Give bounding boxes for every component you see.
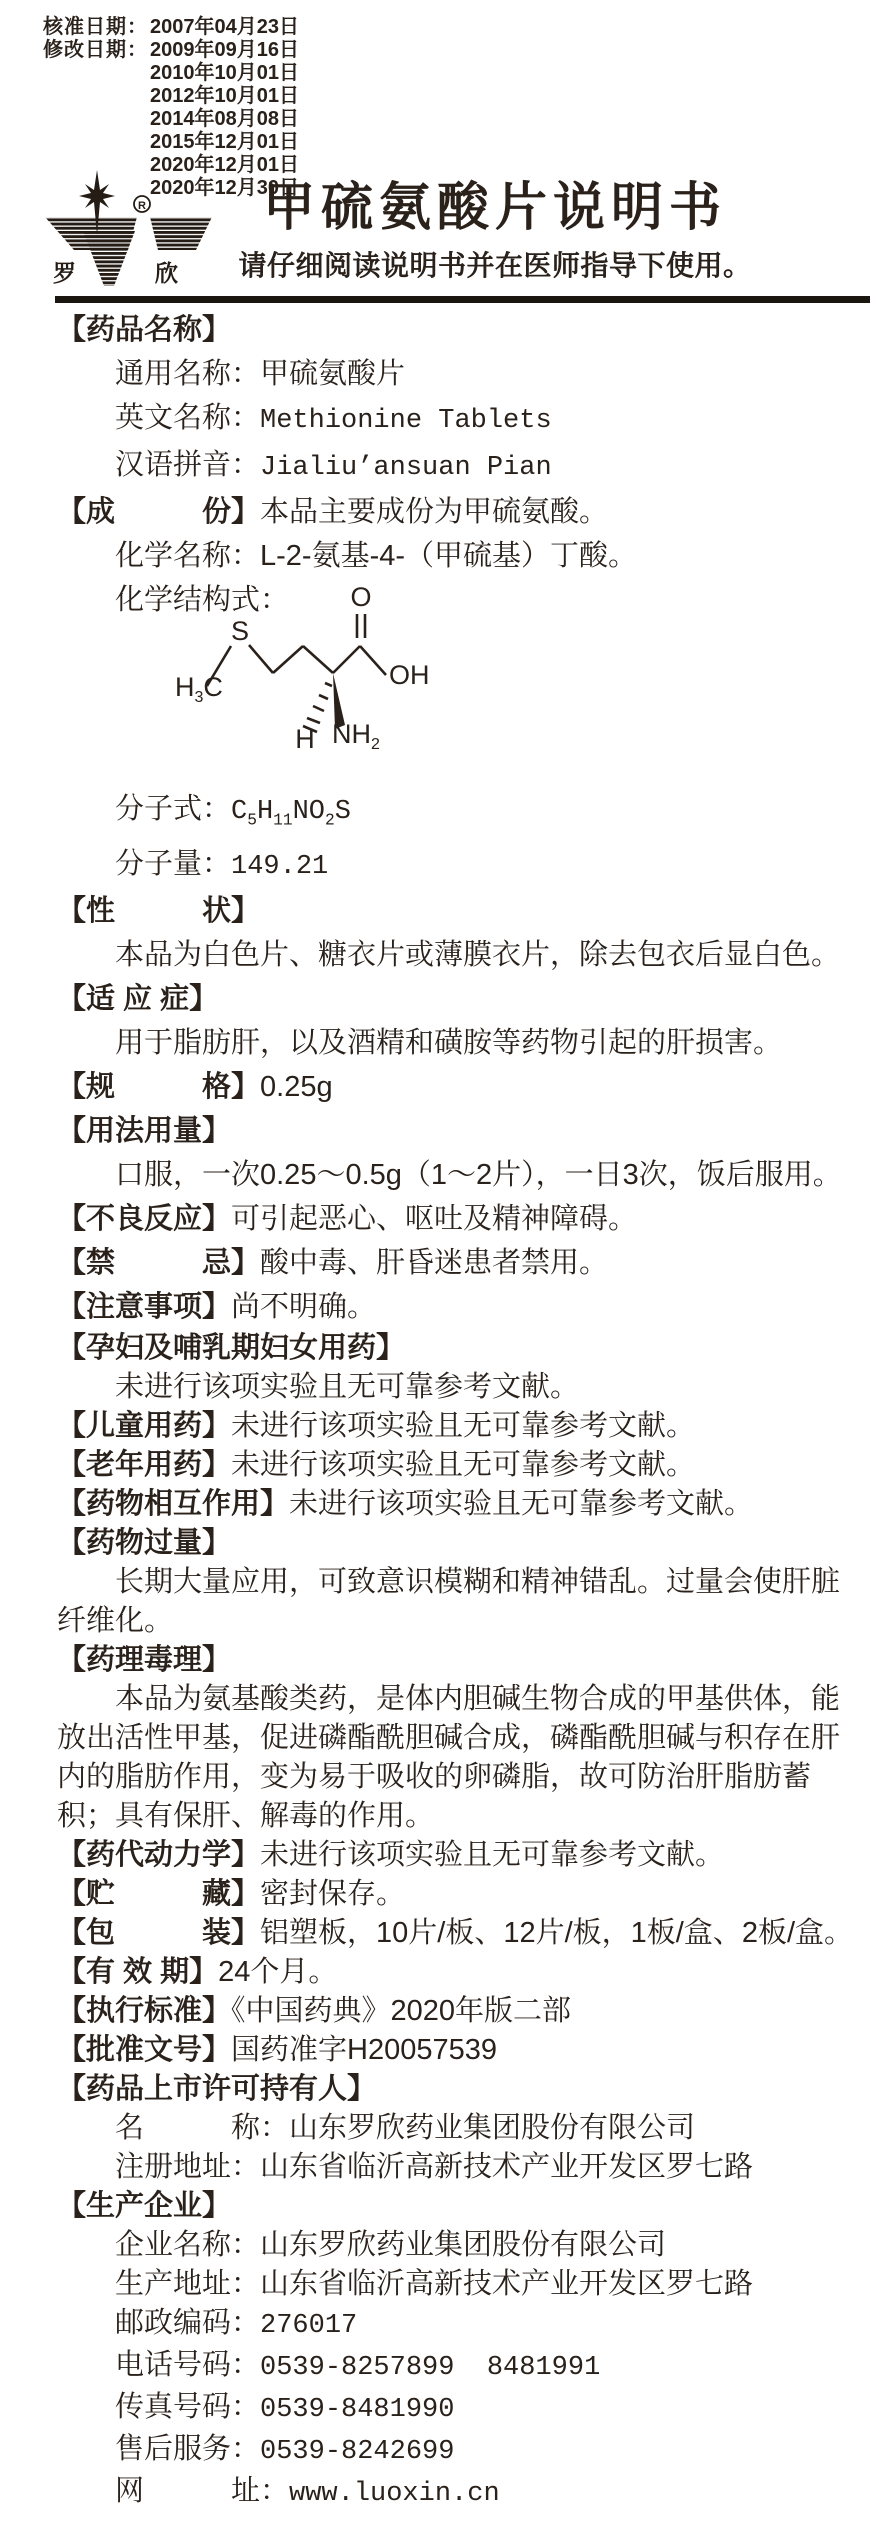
manufacturer-name-line: 企业名称：山东罗欣药业集团股份有限公司 [115, 2229, 667, 2262]
children-line [57, 1407, 854, 1446]
header-divider [55, 296, 870, 303]
standard-text: 《中国药典》2020年版二部 [231, 1995, 572, 2028]
chiral-hydrogen-label: H [295, 724, 315, 754]
elderly-heading: 【老年用药】 [57, 1449, 232, 1482]
section-manufacturer-heading: 【生产企业】 [57, 2190, 232, 2223]
revision-date-value: 2020年12月01日 [150, 154, 299, 176]
fax-value: 0539-8481990 [260, 2395, 455, 2426]
pharmacokinetics-heading: 【药代动力学】 [57, 1839, 261, 1872]
section-holder-heading: 【药品上市许可持有人】 [57, 2073, 377, 2106]
molecular-weight-label: 分子量： [115, 848, 232, 881]
package-heading: 【包 装】 [57, 1917, 261, 1950]
storage-heading: 【贮 藏】 [57, 1878, 261, 1911]
website-value: www.luoxin.cn [289, 2479, 500, 2510]
approval-number-line [57, 2031, 854, 2070]
package-line [57, 1914, 854, 1953]
contraindication-text: 酸中毒、肝昏迷患者禁用。 [260, 1247, 609, 1280]
storage-text: 密封保存。 [260, 1878, 406, 1911]
composition-heading: 【成 份】 [57, 496, 261, 528]
molecular-weight-line [57, 842, 854, 889]
approval-date-value: 2007年04月23日 [150, 16, 299, 38]
interaction-text: 未进行该项实验且无可靠参考文献。 [289, 1488, 754, 1521]
approval-number-heading: 【批准文号】 [57, 2034, 232, 2067]
postcode-line [57, 2304, 854, 2346]
approval-date-label: 核准日期： [43, 16, 148, 38]
contraindication-heading: 【禁 忌】 [57, 1247, 261, 1280]
section-character-heading: 【性 状】 [57, 895, 261, 928]
page-title: 甲硫氨酸片说明书 [262, 179, 727, 237]
logo-tail [83, 231, 135, 286]
interaction-heading: 【药物相互作用】 [57, 1488, 290, 1521]
contraindication-line [57, 1241, 854, 1285]
revision-date-value: 2020年12月30日 [150, 177, 299, 199]
section-dosage-heading: 【用法用量】 [57, 1115, 232, 1148]
children-text: 未进行该项实验且无可靠参考文献。 [231, 1410, 696, 1443]
validity-line [57, 1953, 854, 1992]
section-pregnancy-heading: 【孕妇及哺乳期妇女用药】 [57, 1332, 406, 1365]
english-name-line [57, 396, 854, 443]
pinyin-value: Jialiu’ansuan Pian [260, 453, 552, 483]
hydroxyl-label: OH [389, 660, 430, 690]
service-label: 售后服务： [115, 2433, 261, 2466]
logo-char-left: 罗 [53, 260, 76, 286]
logo-char-right: 欣 [155, 260, 178, 286]
adverse-reaction-line [57, 1197, 854, 1241]
sulfur-label: S [230, 616, 250, 646]
website-label: 网 址： [115, 2475, 290, 2508]
revision-date-value: 2010年10月01日 [150, 62, 299, 84]
pregnancy-text-line: 未进行该项实验且无可靠参考文献。 [115, 1371, 580, 1404]
revision-date-value: 2015年12月01日 [150, 131, 299, 153]
molecular-weight-value: 149.21 [231, 852, 329, 883]
manufacturer-address-line: 生产地址：山东省临沂高新技术产业开发区罗七路 [115, 2268, 754, 2301]
amine-group-label: $NH_2$ [332, 719, 380, 753]
pinyin-line [57, 443, 854, 490]
service-line [57, 2430, 854, 2472]
section-indication-heading: 【适 应 症】 [57, 983, 219, 1016]
registered-mark-letter: R [138, 200, 146, 212]
revision-date-label: 修改日期： [43, 39, 148, 61]
dosage-text-line: 口服，一次0.25～0.5g（1～2片），一日3次，饭后服用。 [115, 1159, 842, 1192]
title-block [170, 180, 820, 284]
postcode-label: 邮政编码： [115, 2307, 261, 2340]
standard-heading: 【执行标准】 [57, 1995, 232, 2028]
page-subtitle: 请仔细阅读说明书并在医师指导下使用。 [238, 250, 752, 281]
oxygen-label: O [350, 582, 372, 612]
standard-line [57, 1992, 854, 2031]
molecular-formula-label: 分子式： [115, 793, 232, 825]
service-value: 0539-8242699 [260, 2437, 455, 2468]
strength-line [57, 1065, 854, 1109]
elderly-line [57, 1446, 854, 1485]
english-name-label: 英文名称： [115, 402, 261, 434]
phone-label: 电话号码： [115, 2349, 261, 2382]
molecular-formula-value: $C_5H_{11}NO_2S$ [231, 797, 351, 830]
precautions-text: 尚不明确。 [231, 1291, 377, 1324]
fax-line [57, 2388, 854, 2430]
structure-label-line: 化学结构式： [115, 584, 290, 616]
phone-line [57, 2346, 854, 2388]
revision-date-value: 2012年10月01日 [150, 85, 299, 107]
generic-name-line: 通用名称：甲硫氨酸片 [115, 358, 406, 390]
insert-body [57, 308, 854, 2514]
validity-heading: 【有 效 期】 [57, 1956, 219, 1989]
validity-text: 24个月。 [218, 1956, 338, 1989]
revision-date-value: 2009年09月16日 [150, 39, 299, 61]
children-heading: 【儿童用药】 [57, 1410, 232, 1443]
section-drug-name-heading: 【药品名称】 [57, 314, 232, 346]
storage-line [57, 1875, 854, 1914]
indication-text-line: 用于脂肪肝，以及酒精和磺胺等药物引起的肝损害。 [115, 1027, 783, 1060]
interaction-line [57, 1485, 854, 1524]
chemical-name-line: 化学名称：L-2-氨基-4-（甲硫基）丁酸。 [115, 540, 638, 572]
fax-label: 传真号码： [115, 2391, 261, 2424]
strength-text: 0.25g [260, 1071, 333, 1104]
website-line [57, 2472, 854, 2514]
postcode-value: 276017 [260, 2311, 358, 2342]
pharmacology-text-paragraph: 本品为氨基酸类药，是体内胆碱生物合成的甲基供体，能放出活性甲基，促进磷酯酰胆碱合成，磷酯酰胆碱与积存在肝内的脂肪作用，变为易于吸收的卵磷脂，故可防治肝脂肪蓄积；具有保肝、解毒的作用。 [57, 1683, 841, 1833]
holder-address-line: 注册地址：山东省临沂高新技术产业开发区罗七路 [115, 2151, 754, 2184]
composition-line [57, 490, 854, 534]
section-overdose-heading: 【药物过量】 [57, 1527, 232, 1560]
holder-name-line: 名 称：山东罗欣药业集团股份有限公司 [115, 2112, 696, 2145]
pinyin-label: 汉语拼音： [115, 449, 261, 481]
precautions-heading: 【注意事项】 [57, 1291, 232, 1324]
methyl-group-label: $H_3C$ [175, 672, 223, 706]
pharmacokinetics-text: 未进行该项实验且无可靠参考文献。 [260, 1839, 725, 1872]
character-text-line: 本品为白色片、糖衣片或薄膜衣片，除去包衣后显白色。 [115, 939, 841, 972]
approval-number-text: 国药准字H20057539 [231, 2034, 497, 2067]
adverse-heading: 【不良反应】 [57, 1203, 232, 1236]
methionine-structure-icon [169, 582, 479, 787]
revision-date-value: 2014年08月08日 [150, 108, 299, 130]
elderly-text: 未进行该项实验且无可靠参考文献。 [231, 1449, 696, 1482]
overdose-text-paragraph: 长期大量应用，可致意识模糊和精神错乱。过量会使肝脏纤维化。 [57, 1566, 841, 1638]
strength-heading: 【规 格】 [57, 1071, 261, 1104]
molecular-formula-line [57, 787, 854, 842]
package-text: 铝塑板，10片/板、12片/板，1板/盒、2板/盒。 [260, 1917, 854, 1950]
section-pharmacology-heading: 【药理毒理】 [57, 1644, 232, 1677]
pharmacokinetics-line [57, 1836, 854, 1875]
composition-text: 本品主要成份为甲硫氨酸。 [260, 496, 609, 528]
phone-value: 0539-8257899 8481991 [260, 2353, 601, 2384]
adverse-text: 可引起恶心、呕吐及精神障碍。 [231, 1203, 638, 1236]
english-name-value: Methionine Tablets [260, 406, 552, 436]
precautions-line [57, 1285, 854, 1329]
